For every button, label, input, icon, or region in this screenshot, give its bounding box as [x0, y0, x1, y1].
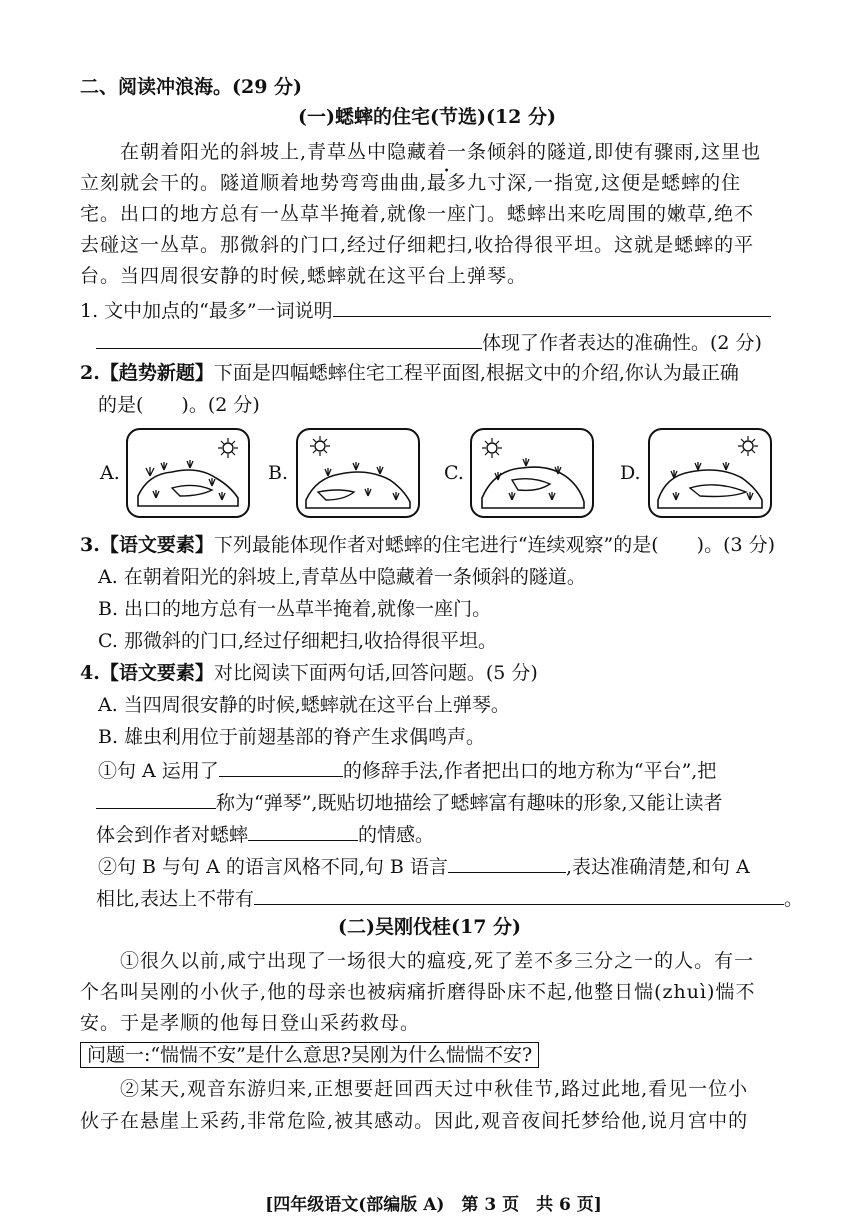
q1-line-1: [80, 298, 771, 322]
burrow-diagram-b[interactable]: [296, 428, 420, 518]
section-heading: 二、阅读冲浪海。(29 分): [80, 76, 303, 98]
q4-tag: 4.【语文要素】: [80, 662, 214, 684]
passage2-para2-line-1: ②某天,观音东游归来,正想要赶回西天过中秋佳节,路过此地,看见一位小: [120, 1078, 749, 1100]
page-footer: [四年级语文(部编版 A) 第 3 页 共 6 页]: [265, 1195, 602, 1215]
q4-p1-c: 称为“弹琴”,既贴切地描绘了蟋蟀富有趣味的形象,又能让读者: [216, 792, 723, 814]
passage2-title: (二)吴刚伐桂(17 分): [338, 916, 522, 938]
q2-line-1: [80, 362, 739, 384]
option-c-label[interactable]: C.: [444, 462, 464, 484]
q4-p2-c: 相比,表达上不带有: [96, 888, 255, 910]
burrow-drawing-d: [650, 430, 770, 516]
q1-line-2: [96, 330, 762, 354]
q2-tag: 2.【趋势新题】: [80, 362, 214, 384]
burrow-diagram-a[interactable]: [126, 428, 250, 518]
q3-text: 下列最能体现作者对蟋蟀的住宅进行“连续观察”的是( )。(3 分): [213, 534, 776, 556]
option-d-label[interactable]: D.: [620, 462, 641, 484]
passage1-line-2: [80, 172, 741, 194]
sun-icon: [218, 438, 238, 458]
q4-p1-e: 的情感。: [358, 824, 435, 846]
passage2-para1-line-3: 安。于是孝顺的他每日登山采药救母。: [80, 1012, 421, 1034]
q1-text-a: 1. 文中加点的“最多”一词说明: [80, 300, 333, 322]
q2-text-a: 下面是四幅蟋蟀住宅工程平面图,根据文中的介绍,你认为最正确: [213, 362, 739, 384]
question-box-1: 问题一:“惴惴不安”是什么意思?吴刚为什么惴惴不安?: [80, 1042, 539, 1068]
q3-tag: 3.【语文要素】: [80, 534, 214, 556]
q4-p1-d: 体会到作者对蟋蟀: [96, 824, 249, 846]
q2-line-2: 的是( )。(2 分): [98, 394, 260, 416]
q1-answer-blank-2[interactable]: [96, 330, 482, 349]
q4-blank-object[interactable]: [96, 790, 216, 809]
q4-p2-b: ,表达准确清楚,和句 A: [565, 856, 750, 878]
sun-icon: [310, 436, 330, 456]
q4-p1-b: 的修辞手法,作者把出口的地方称为“平台”,把: [342, 760, 717, 782]
q4-sentence-b: B. 雄虫利用位于前翅基部的脊产生求偶鸣声。: [98, 726, 486, 748]
q4-blank-style[interactable]: [448, 854, 566, 873]
burrow-diagram-c[interactable]: [470, 428, 594, 518]
passage1-title: (一)蟋蟀的住宅(节选)(12 分): [298, 106, 556, 128]
passage2-para1-line-2: 个名叫吴刚的小伙子,他的母亲也被病痛折磨得卧床不起,他整日惴(zhuì)惴不: [80, 981, 756, 1003]
q3-option-c[interactable]: C. 那微斜的门口,经过仔细耙扫,收拾得很平坦。: [98, 630, 498, 652]
passage1-line-4: 去碰这一丛草。那微斜的门口,经过仔细耙扫,收拾得很平坦。这就是蟋蟀的平: [80, 234, 755, 256]
q4-text: 对比阅读下面两句话,回答问题。(5 分): [213, 662, 538, 684]
q4-sentence-a: A. 当四周很安静的时候,蟋蟀就在这平台上弹琴。: [98, 694, 510, 716]
burrow-drawing-b: [298, 430, 418, 516]
sun-icon: [482, 438, 502, 458]
q1-answer-blank-1[interactable]: [333, 298, 771, 317]
q4-part1-line-1: [98, 758, 716, 782]
q4-blank-contrast[interactable]: [254, 886, 784, 905]
q4-line-1: [80, 662, 538, 684]
passage1-line-2-b: 九寸深,一指宽,这便是蟋蟀的住: [467, 172, 742, 194]
passage2-para1-line-1: ①很久以前,咸宁出现了一场很大的瘟疫,死了差不多三分之一的人。有一: [120, 950, 755, 972]
q4-p2-d: 。: [784, 888, 804, 910]
q4-part1-line-3: [96, 822, 434, 846]
q4-part2-line-2: [96, 886, 803, 910]
sun-icon: [738, 436, 758, 456]
burrow-diagram-d[interactable]: [648, 428, 772, 518]
passage1-line-1: 在朝着阳光的斜坡上,青草丛中隐藏着一条倾斜的隧道,即使有骤雨,这里也: [120, 141, 762, 163]
q4-part2-line-1: [98, 854, 750, 878]
q3-option-b[interactable]: B. 出口的地方总有一丛草半掩着,就像一座门。: [98, 598, 492, 620]
passage1-line-2-a: 立刻就会干的。隧道顺着地势弯弯曲曲,: [80, 172, 428, 194]
burrow-drawing-c: [472, 430, 592, 516]
passage1-line-5: 台。当四周很安静的时候,蟋蟀就在这平台上弹琴。: [80, 265, 528, 287]
q4-part1-line-2: [96, 790, 723, 814]
passage2-para2-line-2: 伙子在悬崖上采药,非常危险,被其感动。因此,观音夜间托梦给他,说月宫中的: [80, 1110, 749, 1132]
q3-option-a[interactable]: A. 在朝着阳光的斜坡上,青草丛中隐藏着一条倾斜的隧道。: [98, 566, 586, 588]
q1-text-b: 体现了作者表达的准确性。(2 分): [482, 332, 762, 354]
option-a-label[interactable]: A.: [100, 462, 120, 484]
q4-blank-rhetoric[interactable]: [219, 758, 343, 777]
q3-line-1: [80, 534, 775, 556]
dotted-word-zuiduo: 最多: [427, 172, 468, 194]
q4-blank-emotion[interactable]: [248, 822, 358, 841]
burrow-drawing-a: [128, 430, 248, 516]
q4-p1-a: ①句 A 运用了: [98, 760, 219, 782]
passage1-line-3: 宅。出口的地方总有一丛草半掩着,就像一座门。蟋蟀出来吃周围的嫩草,绝不: [80, 203, 755, 225]
option-b-label[interactable]: B.: [268, 462, 289, 484]
q4-p2-a: ②句 B 与句 A 的语言风格不同,句 B 语言: [98, 856, 448, 878]
